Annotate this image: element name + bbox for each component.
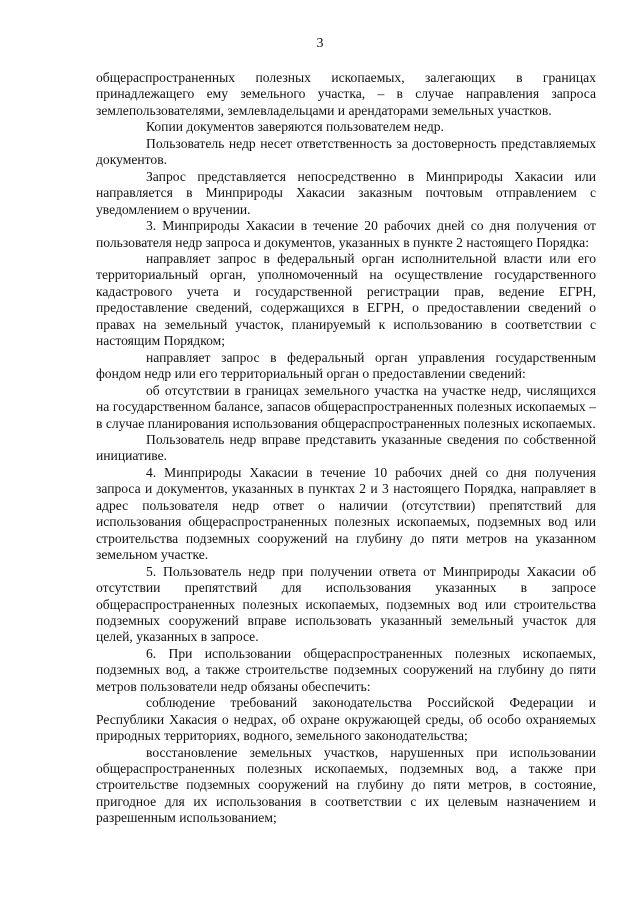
paragraph-5: 3. Минприроды Хакасии в течение 20 рабочих дней со дня получения от пользователя недр запроса и документов, указанных в пункте 2 настоящего Порядка: [96,218,596,250]
paragraph-7: направляет запрос в федеральный орган управления государственным фондом недр или его территориальный орган о предоставлении сведений: [96,349,596,382]
paragraph-3: Пользователь недр несет ответственность за достоверность представляемых документов. [96,135,596,168]
paragraph-11: 5. Пользователь недр при получении ответа от Минприроды Хакасии об отсутствии препятствий для использования указанных в запросе общераспространенных полезных ископаемых, подземных вод или строительства подземных сооружений вправе использовать указанный земельный участок для целей, указанных в запросе. [96,563,596,645]
document-body [96,70,596,827]
paragraph-2: Копии документов заверяются пользователем недр. [146,119,444,135]
paragraph-9: Пользователь недр вправе представить указанные сведения по собственной инициативе. [96,431,596,464]
paragraph-1: общераспространенных полезных ископаемых, залегающих в границах принадлежащего ему земельного участка, – в случае направления запроса землепользователями, землевладельцами и арендаторами земельных участков. [96,70,596,118]
paragraph-4: Запрос представляется непосредственно в Минприроды Хакасии или направляется в Минприроды Хакасии заказным почтовым отправлением с уведомлением о вручении. [96,168,596,217]
paragraph-14: восстановление земельных участков, нарушенных при использовании общераспространенных полезных ископаемых, подземных вод, а также при строительстве подземных сооружений на глубину до пяти метров, в состояние, пригодное для их использования в соответствии с их целевым назначением и разрешенным использованием; [96,744,596,826]
paragraph-10: 4. Минприроды Хакасии в течение 10 рабочих дней со дня получения запроса и документов, указанных в пунктах 2 и 3 настоящего Порядка, направляет в адрес пользователя недр ответ о наличии (отсутствии) препятствий для использования общераспространенных полезных ископаемых, подземных вод или строительства подземных сооружений на глубину до пяти метров на указанном земельном участке. [96,464,596,563]
paragraph-12: 6. При использовании общераспространенных полезных ископаемых, подземных вод, а также строительстве подземных сооружений на глубину до пяти метров пользователи недр обязаны обеспечить: [96,645,596,694]
paragraph-13: соблюдение требований законодательства Российской Федерации и Республики Хакасия о недрах, об охране окружающей среды, об особо охраняемых природных территориях, водного, земельного законодательства; [96,695,596,744]
page-number: 3 [316,36,324,51]
paragraph-6: направляет запрос в федеральный орган исполнительной власти или его территориальный орган, уполномоченный на осуществление государственного кадастрового учета и государственной регистрации прав, ведение ЕГРН, предоставление сведений, содержащихся в ЕГРН, о предоставлении сведений о правах на земельный участок, планируемый к использованию в соответствии с настоящим Порядком; [96,250,596,349]
paragraph-8: об отсутствии в границах земельного участка на участке недр, числящихся на государственном балансе, запасов общераспространенных полезных ископаемых – в случае планирования использования общераспространенных полезных ископаемых. [96,382,596,431]
